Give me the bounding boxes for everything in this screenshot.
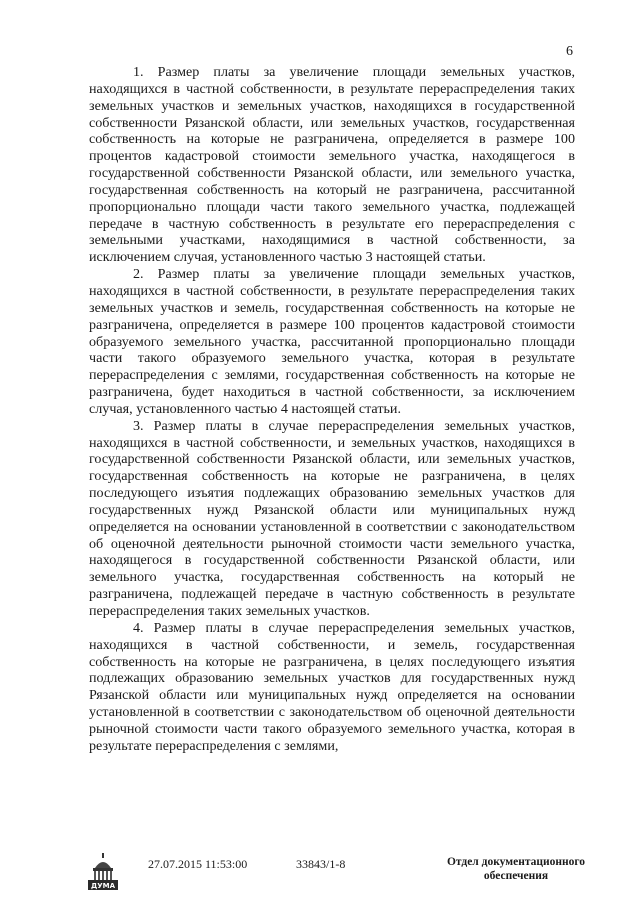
document-body [89, 64, 575, 755]
emblem-label: ДУМА [90, 882, 116, 890]
duma-emblem-icon [83, 852, 123, 892]
paragraph-4: 4. Размер платы в случае перераспределения земельных участков, находящихся в частной собственности, и земель, государственная собственность на которые не разграничена, в целях последующего изъятия подлежащих образованию земельных участков для государственных нужд Рязанской области или муниципальных нужд определяется на основании установленной в соответствии с законодательством об оценочной деятельности рыночной стоимости части такого образуемого земельного участка, которая в результате перераспределения с землями, [89, 619, 575, 754]
page-number: 6 [566, 44, 573, 59]
footer-document-number: 33843/1-8 [296, 857, 346, 871]
department-stamp [440, 855, 592, 883]
stamp-line-1: Отдел документационного [446, 856, 586, 868]
footer-timestamp: 27.07.2015 11:53:00 [148, 857, 248, 871]
paragraph-1: 1. Размер платы за увеличение площади земельных участков, находящихся в частной собственности, в результате перераспределения таких земельных участков и земельных участков, находящихся в государственной собственности Рязанской области, или земельных участков, государственная собственность на которые не разграничена, определяется в размере 100 процентов кадастровой стоимости земельного участка, находящегося в государственной собственности Рязанской области, или земельного участка, государственная собственность на который не разграничена, рассчитанной пропорционально площади части такого земельного участка, подлежащей передаче в частную собственность в результате его перераспределения с земельными участками, находящимися в частной собственности, за исключением случая, установленного частью 3 настоящей статьи. [89, 64, 575, 266]
paragraph-3: 3. Размер платы в случае перераспределения земельных участков, находящихся в частной собственности, и земельных участков, находящихся в государственной собственности Рязанской области, или земельных участков, государственная собственность на которые не разграничена, в целях последующего изъятия подлежащих образованию земельных участков для государственных нужд Рязанской области или муниципальных нужд определяется на основании установленной в соответствии с законодательством об оценочной деятельности рыночной стоимости части земельного участка, находящегося в государственной собственности Рязанской области, или земельного участка, государственная собственность на который не разграничена, подлежащей передаче в частную собственность в результате перераспределения таких земельных участков. [89, 417, 575, 619]
paragraph-2: 2. Размер платы за увеличение площади земельных участков, находящихся в частной собственности, в результате перераспределения таких земельных участков и земель, государственная собственность на которые не разграничена, определяется в размере 100 процентов кадастровой стоимости образуемого земельного участка, рассчитанной пропорционально площади части такого образуемого земельного участка, которая в результате перераспределения с землями, государственная собственность на которые не разграничена, будет находиться в частной собственности, за исключением случая, установленного частью 4 настоящей статьи. [89, 266, 575, 417]
stamp-line-2: обеспечения [483, 870, 549, 882]
